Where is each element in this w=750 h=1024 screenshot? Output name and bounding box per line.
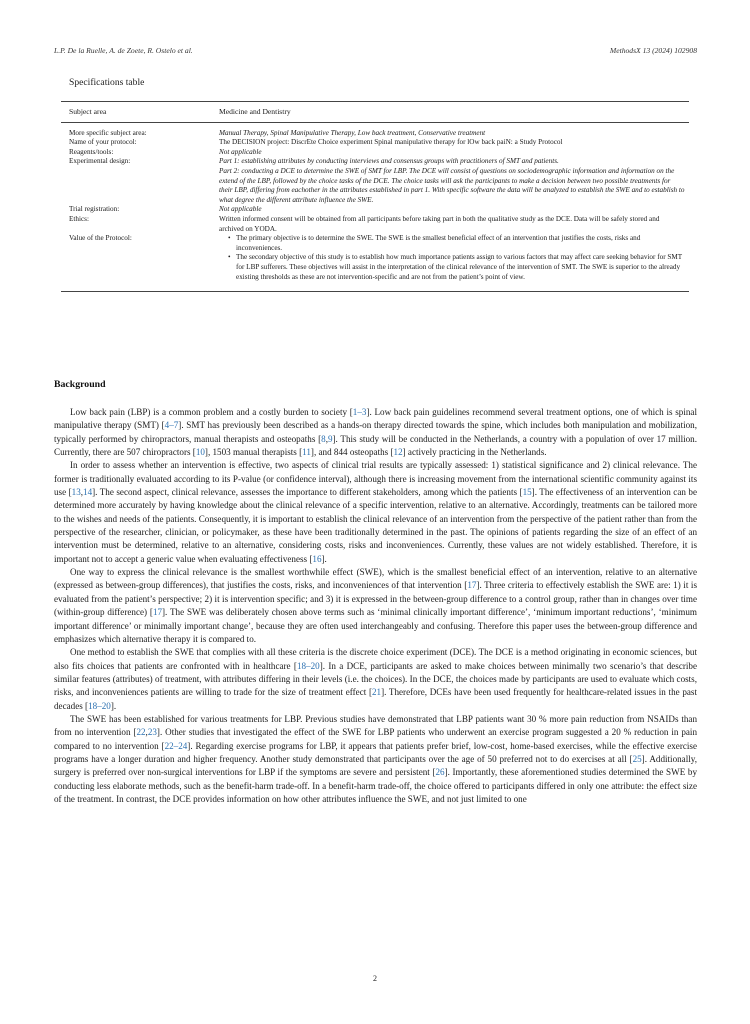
spec-row (61, 148, 689, 158)
spec-row-value (219, 234, 689, 282)
citation-link[interactable]: 11 (302, 447, 311, 458)
citation-link[interactable]: 13 (71, 487, 81, 498)
spec-row-label: Ethics: (69, 214, 89, 223)
citation-link[interactable]: 21 (372, 687, 382, 698)
spec-row-label: Reagents/tools: (69, 147, 114, 156)
background-body (54, 406, 697, 806)
citation-link[interactable]: 14 (83, 487, 93, 498)
running-header (54, 46, 697, 58)
citation-link[interactable]: 18–20 (296, 660, 320, 671)
spec-row (61, 138, 689, 148)
citation-link[interactable]: 17 (467, 580, 477, 591)
specifications-table (61, 101, 689, 292)
body-paragraph: The SWE has been established for various treatments for LBP. Previous studies have demonstrated that LBP patients want 30 % more pain reduction from NSAIDs than from no intervention [22,23]. Other studies that investigated the effect of the SWE for LBP patients who underwent an exercise program suggested a 20 % reduction in pain compared to no intervention [22–24]. Regarding exercise programs for LBP, it appears that patients prefer brief, low-cost, home-based exercises, while the effective exercise programs have a longer duration and higher frequency. Another study demonstrated that participants over the age of 50 preferred not to do exercises at all [25]. Additionally, surgery is preferred over non-surgical interventions for LBP if the symptoms are severe and persistent [26]. Importantly, these aforementioned studies determined the SWE by conducting less elaborate methods, such as the benefit-harm trade-off. In a benefit-harm trade-off, the choice offered to participants differed in only one attribute: the effect size of the treatment. In contrast, the DCE provides information on how other attributes influence the SWE, and not just limited to one (54, 713, 698, 804)
spec-row-label: More specific subject area: (69, 128, 147, 137)
value-bullet: • The secondary objective of this study is to establish how much importance patients assign to various factors that may affect care seeking behavior for SMT for LBP sufferers. These objectives will assist in the interpretation of the clinical relevance of the intervention of SMT. The SWE is superior to the already existing thresholds as these are not intervention-specific and are not from the patient’s point of view. (219, 253, 685, 282)
spec-value-line: Part 2: conducting a DCE to determine the SWE of SMT for LBP. The DCE will consist of questions on sociodemographic information and information on the extend of the LBP, followed by the choice tasks of the DCE. The choice tasks will ask the participants to make a decision between two possible treatments for their LBP, differing from eachother in the attributes established in part 1. With specific software the data will be analyzed to establish the SWE and to establish to what degree the different attribute influence the SWE. (219, 166, 685, 204)
specifications-title: Specifications table (69, 77, 145, 88)
spec-value-line: Written informed consent will be obtained from all participants before taking part in both the qualitative study as the DCE. Data will be safely stored and archived on YODA. (219, 214, 660, 233)
spec-row (61, 129, 689, 139)
spec-row (61, 234, 689, 282)
spec-row-label: Value of the Protocol: (69, 234, 132, 243)
spec-row-value (219, 138, 689, 148)
citation-link[interactable]: 22 (136, 727, 146, 738)
body-paragraph: One way to express the clinical relevance is the smallest worthwhile effect (SWE), which is the smallest beneficial effect of an intervention, relative to an alternative (expressed as between-group differences), that justifies the costs, risks, and inconveniences of that intervention [17]. Three criteria to effectively establish the SWE are: 1) it is evaluated from the patient’s perspective; 2) it is intervention specific; and 3) it is expressed in the between-group difference to a control group, rather than in changes over time (within-group difference) [17]. The SWE was deliberately chosen above terms such as ‘minimal clinically important difference’, ‘minimum important reductions’, ‘minimum important difference’ or minimally important change’, because they are often used interchangeably and confusing. Therefore this paper uses the between-group difference and emphasizes which alternative therapy it is compared to. (54, 567, 697, 644)
body-paragraph: Low back pain (LBP) is a common problem and a costly burden to society [1–3]. Low back pain guidelines recommend several treatment options, one of which is spinal manipulative therapy (SMT) [4–7]. SMT has previously been described as a hands-on therapy directed towards the spine, which includes both manipulation and mobilization, typically performed by chiropractors, manual therapists and osteopaths [8,9]. This study will be conducted in the Netherlands, a country with a population of over 17 million. Currently, there are 507 chiropractors [10], 1503 manual therapists [11], and 844 osteopaths [12] actively practicing in the Netherlands. (54, 407, 697, 458)
page-number: 2 (373, 974, 377, 983)
citation-link[interactable]: 17 (152, 607, 163, 618)
spec-row (61, 215, 689, 234)
spec-row-label: Experimental design: (69, 157, 131, 166)
citation-link[interactable]: 23 (147, 727, 157, 738)
spec-head-label: Subject area (69, 107, 107, 116)
citation-link[interactable]: 26 (435, 767, 445, 778)
citation-link[interactable]: 25 (632, 753, 642, 764)
spec-row-value (219, 215, 689, 234)
spec-value-line: Manual Therapy, Spinal Manipulative Therapy, Low back treatment, Conservative treatment (219, 128, 486, 137)
spec-row-value (219, 148, 689, 158)
value-bullet: • The primary objective is to determine the SWE. The SWE is the smallest beneficial effect of an intervention that justifies the costs, risks and inconveniences. (219, 234, 685, 253)
citation-link[interactable]: 15 (522, 487, 532, 498)
value-bullet-list (219, 234, 685, 282)
citation-link[interactable]: 16 (312, 553, 322, 564)
spec-value-line: The DECISION project: DiscrEte Choice experiment Spinal manipulative therapy for lOw back paiN: a Study Protocol (219, 138, 563, 147)
spec-table-body (61, 123, 689, 292)
spec-table-header (61, 102, 689, 123)
citation-link[interactable]: 12 (393, 447, 403, 458)
citation-link[interactable]: 10 (195, 447, 205, 458)
citation-link[interactable]: 1–3 (352, 407, 367, 417)
spec-value-line: Not applicable (219, 205, 262, 214)
spec-row-label: Name of your protocol: (69, 138, 137, 147)
body-paragraph: One method to establish the SWE that complies with all these criteria is the discrete choice experiment (DCE). The DCE is a method originating in economic sciences, but also fits choices that patients are confronted with in healthcare [18–20]. In a DCE, participants are asked to make choices between minimally two scenario’s that describe similar features (attributes) of treatment, with attributes differing in their levels (i.e. the choices). In the DCE, the choices made by participants are used to evaluate which costs, risks, and inconveniences patients are willing to trade for the size of treatment effect [21]. Therefore, DCEs have been used frequently for healthcare-related issues in the past decades [18–20]. (54, 647, 697, 711)
spec-head-value: Medicine and Dentistry (219, 107, 291, 116)
citation-link[interactable]: 4–7 (164, 420, 179, 431)
citation-link[interactable]: 9 (327, 433, 333, 444)
spec-row (61, 157, 689, 205)
spec-row-value (219, 129, 689, 139)
spec-value-line: Part 1: establishing attributes by conducting interviews and consensus groups with practitioners of SMT and patients. (219, 157, 559, 166)
citation-link[interactable]: 8 (321, 433, 326, 444)
spec-row-label: Trial registration: (69, 205, 120, 214)
header-journal: MethodsX 13 (2024) 102908 (609, 46, 697, 55)
body-paragraph: In order to assess whether an intervention is effective, two aspects of clinical trial results are typically assessed: 1) statistical significance and 2) clinical relevance. The former is traditionally evaluated according to its P-value (or confidence interval), although there is increasing movement from the international scientific community against its use [13,14]. The second aspect, clinical relevance, assesses the importance to different stakeholders, among which the patients [15]. The effectiveness of an intervention can be determined more accurately by having knowledge about the clinical relevance of a specific intervention, relative to an alternative. Accordingly, treatments can be tailored more to the wishes and needs of the patients. Consequently, it is important to establish the clinical relevance of an intervention from the perspective of the patient rather than from the perspective of the researcher, clinician, or policymaker, as these have been traditionally determined in the past. The opinions of patients regarding the size of an effect of an intervention must be determined, relative to an alternative, considering costs, risks and inconveniences. Currently, these values are not widely established. Therefore, it is important not to accept a generic value when evaluating effectiveness [16]. (54, 460, 698, 564)
spec-row-value (219, 157, 689, 205)
spec-row (61, 205, 689, 215)
spec-row-value (219, 205, 689, 215)
citation-link[interactable]: 18–20 (88, 700, 111, 711)
citation-link[interactable]: 22–24 (164, 740, 188, 751)
spec-value-line: Not applicable (219, 147, 262, 156)
background-heading: Background (54, 379, 106, 390)
header-authors: L.P. De la Ruelle, A. de Zoete, R. Ostelo et al. (54, 46, 193, 55)
